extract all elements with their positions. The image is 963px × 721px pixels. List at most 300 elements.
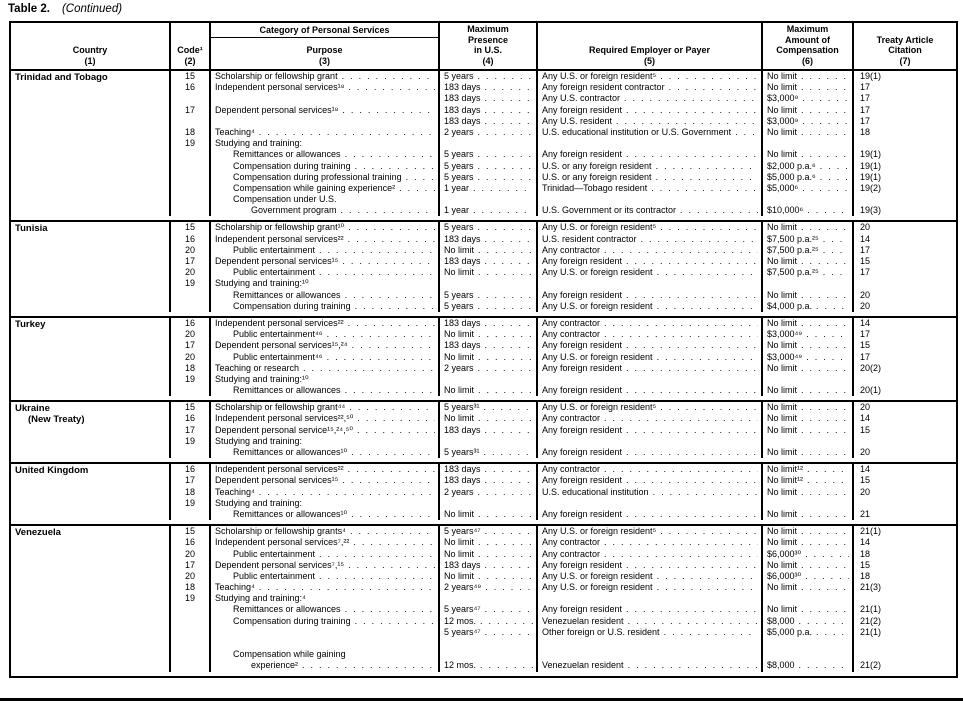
purpose-text: Dependent personal services¹⁵	[215, 475, 339, 486]
citation-cell	[852, 498, 956, 509]
amount-text: No limit	[767, 104, 798, 115]
dot-leader	[341, 604, 435, 615]
purpose-cell	[209, 464, 438, 475]
purpose-cell	[209, 183, 438, 194]
code-cell: 20	[169, 571, 209, 582]
purpose-cell	[209, 172, 438, 183]
presence-cell	[438, 161, 536, 172]
amount-text: $3,000⁴⁹	[767, 329, 803, 340]
dot-leader	[298, 660, 435, 671]
amount-cell	[761, 526, 852, 537]
code-cell	[169, 161, 209, 172]
presence-text: 183 days	[444, 340, 481, 351]
presence-cell	[438, 329, 536, 340]
dot-leader	[395, 183, 435, 194]
amount-text: $5,000⁶	[767, 182, 799, 193]
payer-cell	[536, 436, 761, 447]
purpose-text: Compensation while gaining	[233, 649, 346, 660]
presence-text: 2 years	[444, 362, 474, 373]
amount-cell	[761, 161, 852, 172]
payer-cell	[536, 363, 761, 374]
column-number: (4)	[482, 55, 494, 66]
dot-leader	[797, 105, 849, 116]
amount-text: No limit	[767, 362, 798, 373]
dot-leader	[341, 385, 435, 396]
dot-leader	[819, 234, 849, 245]
presence-text: No limit	[444, 329, 475, 340]
amount-text: No limit	[767, 486, 798, 497]
payer-cell	[536, 116, 761, 127]
amount-cell	[761, 318, 852, 329]
code-cell: 18	[169, 487, 209, 498]
dot-leader	[323, 352, 435, 363]
code-cell: 17	[169, 560, 209, 571]
dot-leader	[656, 526, 758, 537]
presence-text: 183 days	[444, 82, 481, 93]
citation-cell: 20	[852, 487, 956, 498]
payer-text: Any U.S. resident	[542, 115, 613, 126]
amount-cell	[761, 138, 852, 149]
purpose-cell	[209, 447, 438, 458]
purpose-cell	[209, 234, 438, 245]
amount-cell	[761, 172, 852, 183]
dot-leader	[480, 447, 533, 458]
dot-leader	[481, 105, 533, 116]
purpose-text: Studying and training:	[215, 497, 303, 508]
dot-leader	[795, 616, 849, 627]
presence-cell	[438, 105, 536, 116]
header-line: Maximum	[786, 24, 829, 34]
dot-leader	[353, 425, 435, 436]
citation-cell: 15	[852, 340, 956, 351]
purpose-header-label	[211, 38, 438, 69]
amount-text: $3,000⁹	[767, 93, 799, 104]
purpose-text: Dependent personal services¹⁸	[215, 104, 339, 115]
dot-leader	[653, 352, 758, 363]
code-cell	[169, 616, 209, 627]
code-cell: 19	[169, 593, 209, 604]
dot-leader	[797, 71, 849, 82]
dot-leader	[797, 318, 849, 329]
country-name-line1: Tunisia	[15, 223, 48, 235]
amount-text: No limit¹²	[767, 464, 803, 475]
amount-cell	[761, 627, 852, 638]
amount-text: $5,000 p.a.⁶	[767, 171, 816, 182]
amount-cell	[761, 616, 852, 627]
dot-leader	[600, 537, 758, 548]
header-line: Treaty Article	[876, 34, 934, 45]
amount-cell	[761, 436, 852, 447]
code-cell	[169, 149, 209, 160]
amount-text: No limit	[767, 559, 798, 570]
payer-cell	[536, 194, 761, 205]
country-rows	[169, 318, 956, 396]
citation-cell: 14	[852, 234, 956, 245]
dot-leader	[481, 93, 533, 104]
presence-text: No limit	[444, 548, 475, 559]
country-rows	[169, 526, 956, 671]
citation-cell	[852, 374, 956, 385]
amount-cell	[761, 183, 852, 194]
payer-cell	[536, 71, 761, 82]
dot-leader	[347, 509, 435, 520]
amount-text: $4,000 p.a.	[767, 300, 813, 311]
amount-cell	[761, 464, 852, 475]
country-rows	[169, 402, 956, 458]
dot-leader	[344, 560, 435, 571]
purpose-text: Teaching or research	[215, 362, 300, 373]
payer-cell	[536, 526, 761, 537]
bottom-rule	[0, 698, 963, 701]
payer-text: U.S. or any foreign resident	[542, 171, 652, 182]
purpose-text: Remittances or allowances	[233, 289, 341, 300]
code-cell	[169, 604, 209, 615]
payer-cell	[536, 267, 761, 278]
purpose-cell	[209, 267, 438, 278]
payer-cell	[536, 604, 761, 615]
dot-leader	[802, 352, 849, 363]
country-name-line1: Trinidad and Tobago	[15, 72, 108, 83]
citation-cell: 19(3)	[852, 205, 956, 216]
purpose-cell	[209, 105, 438, 116]
payer-text: Any U.S. or foreign resident	[542, 300, 653, 311]
purpose-text: Studying and training:	[215, 435, 303, 446]
amount-text: No limit	[767, 126, 798, 137]
purpose-cell	[209, 498, 438, 509]
purpose-cell	[209, 82, 438, 93]
purpose-text: Independent personal services²²,⁵⁰	[215, 413, 354, 424]
purpose-text: Independent personal services²²	[215, 233, 344, 244]
header-line: Country	[72, 45, 108, 55]
country-rows	[169, 71, 956, 216]
dot-leader	[798, 116, 849, 127]
presence-cell	[438, 638, 536, 649]
presence-cell	[438, 82, 536, 93]
dot-leader	[656, 71, 758, 82]
dot-leader	[481, 425, 533, 436]
amount-cell	[761, 604, 852, 615]
dot-leader	[622, 560, 758, 571]
presence-cell	[438, 413, 536, 424]
header-line: Citation	[888, 45, 922, 55]
treaty-exemption-table	[9, 21, 958, 678]
presence-text: 12 mos.	[444, 615, 477, 626]
code-cell: 16	[169, 234, 209, 245]
dot-leader	[798, 183, 849, 194]
dot-leader	[647, 183, 758, 194]
citation-cell: 20	[852, 447, 956, 458]
dot-leader	[812, 301, 849, 312]
amount-cell	[761, 571, 852, 582]
dot-leader	[481, 116, 533, 127]
dot-leader	[797, 413, 849, 424]
dot-leader	[600, 245, 758, 256]
dot-leader	[797, 604, 849, 615]
citation-cell: 21(2)	[852, 660, 956, 671]
code-cell	[169, 627, 209, 638]
citation-cell: 18	[852, 127, 956, 138]
dot-leader	[481, 582, 533, 593]
presence-cell	[438, 402, 536, 413]
citation-cell: 15	[852, 425, 956, 436]
dot-leader	[803, 475, 849, 486]
purpose-cell	[209, 413, 438, 424]
code-cell: 16	[169, 413, 209, 424]
amount-cell	[761, 256, 852, 267]
purpose-cell	[209, 560, 438, 571]
dot-leader	[474, 329, 533, 340]
dot-leader	[337, 205, 435, 216]
purpose-cell	[209, 537, 438, 548]
purpose-text: Studying and training:¹⁰	[215, 278, 309, 289]
amount-cell	[761, 549, 852, 560]
dot-leader	[660, 627, 758, 638]
dot-leader	[338, 105, 435, 116]
purpose-text: Independent personal services²²	[215, 317, 344, 328]
dot-leader	[731, 127, 758, 138]
dot-leader	[474, 509, 533, 520]
amount-cell	[761, 301, 852, 312]
citation-cell	[852, 638, 956, 649]
payer-text: Any U.S. or foreign resident⁵	[542, 71, 657, 81]
header-line: Required Employer or Payer	[588, 45, 711, 55]
presence-cell	[438, 498, 536, 509]
amount-text: No limit	[767, 256, 798, 266]
dot-leader	[819, 267, 849, 278]
payer-cell	[536, 593, 761, 604]
amount-text: $10,000⁶	[767, 205, 804, 216]
citation-cell: 21(2)	[852, 616, 956, 627]
dot-leader	[620, 93, 758, 104]
payer-cell	[536, 537, 761, 548]
purpose-cell	[209, 363, 438, 374]
dot-leader	[797, 487, 849, 498]
amount-text: No limit	[767, 413, 798, 424]
presence-cell	[438, 526, 536, 537]
amount-text: $6,000³⁰	[767, 570, 802, 581]
dot-leader	[801, 549, 849, 560]
purpose-cell	[209, 93, 438, 104]
dot-leader	[797, 526, 849, 537]
citation-cell: 14	[852, 537, 956, 548]
payer-cell	[536, 149, 761, 160]
dot-leader	[797, 290, 849, 301]
citation-cell	[852, 138, 956, 149]
amount-cell	[761, 127, 852, 138]
amount-cell	[761, 447, 852, 458]
country-block	[11, 462, 956, 524]
payer-text: Any U.S. or foreign resident	[542, 582, 653, 593]
citation-cell: 15	[852, 475, 956, 486]
amount-cell	[761, 205, 852, 216]
purpose-cell	[209, 127, 438, 138]
payer-text: Any foreign resident	[542, 289, 623, 300]
dot-leader	[481, 560, 533, 571]
purpose-cell	[209, 329, 438, 340]
purpose-cell	[209, 649, 438, 660]
citation-cell: 17	[852, 105, 956, 116]
dot-leader	[338, 71, 435, 82]
code-cell: 15	[169, 71, 209, 82]
dot-leader	[315, 267, 435, 278]
presence-cell	[438, 183, 536, 194]
citation-cell: 20	[852, 222, 956, 233]
dot-leader	[481, 475, 533, 486]
amount-text: No limit	[767, 526, 798, 537]
amount-cell	[761, 194, 852, 205]
citation-cell: 19(1)	[852, 172, 956, 183]
presence-cell	[438, 627, 536, 638]
purpose-cell	[209, 256, 438, 267]
code-cell: 15	[169, 222, 209, 233]
dot-leader	[474, 549, 533, 560]
presence-text: 183 days	[444, 424, 481, 435]
dot-leader	[652, 172, 758, 183]
citation-cell: 20(2)	[852, 363, 956, 374]
purpose-cell	[209, 340, 438, 351]
dot-leader	[656, 402, 758, 413]
presence-text: No limit	[444, 413, 475, 424]
payer-cell	[536, 127, 761, 138]
amount-cell	[761, 234, 852, 245]
payer-text: Any foreign resident	[542, 447, 623, 457]
dot-leader	[819, 245, 849, 256]
dot-leader	[600, 413, 758, 424]
payer-cell	[536, 649, 761, 660]
payer-cell	[536, 475, 761, 486]
presence-cell	[438, 234, 536, 245]
presence-cell	[438, 616, 536, 627]
dot-leader	[622, 290, 758, 301]
payer-cell	[536, 425, 761, 436]
payer-text: Trinidad—Tobago resident	[542, 182, 648, 193]
dot-leader	[600, 318, 758, 329]
purpose-text: Compensation under U.S.	[233, 194, 337, 205]
payer-cell	[536, 234, 761, 245]
presence-cell	[438, 149, 536, 160]
dot-leader	[474, 537, 533, 548]
purpose-text: Remittances or allowances¹⁰	[233, 508, 348, 519]
code-cell	[169, 116, 209, 127]
citation-cell	[852, 436, 956, 447]
dot-leader	[812, 627, 849, 638]
country-name-line1: United Kingdom	[15, 465, 89, 477]
code-cell: 15	[169, 402, 209, 413]
dot-leader	[348, 340, 435, 351]
dot-leader	[346, 526, 435, 537]
amount-text: $2,000 p.a.⁶	[767, 160, 816, 171]
amount-cell	[761, 290, 852, 301]
payer-text: Any contractor	[542, 317, 601, 328]
purpose-text: Teaching⁴	[215, 486, 255, 497]
purpose-cell	[209, 318, 438, 329]
header-line: Maximum	[467, 24, 509, 34]
dot-leader	[476, 616, 533, 627]
dot-leader	[481, 340, 533, 351]
presence-cell	[438, 447, 536, 458]
presence-cell	[438, 509, 536, 520]
presence-cell	[438, 116, 536, 127]
payer-cell	[536, 582, 761, 593]
citation-cell: 14	[852, 318, 956, 329]
dot-leader	[624, 616, 758, 627]
amount-text: No limit	[767, 402, 798, 413]
purpose-cell	[209, 138, 438, 149]
amount-cell	[761, 413, 852, 424]
dot-leader	[637, 234, 758, 245]
dot-leader	[653, 267, 758, 278]
presence-cell	[438, 256, 536, 267]
amount-text: $7,500 p.a.²⁵	[767, 233, 819, 244]
dot-leader	[474, 301, 533, 312]
payer-text: Any U.S. contractor	[542, 93, 621, 104]
code-cell: 16	[169, 82, 209, 93]
amount-cell	[761, 363, 852, 374]
dot-leader	[600, 464, 758, 475]
purpose-cell	[209, 402, 438, 413]
dot-leader	[622, 604, 758, 615]
dot-leader	[474, 267, 533, 278]
column-number: (1)	[84, 55, 96, 66]
amount-cell	[761, 82, 852, 93]
purpose-cell	[209, 616, 438, 627]
code-cell: 17	[169, 475, 209, 486]
header-line: Presence	[467, 34, 509, 45]
country-name	[11, 526, 169, 671]
payer-cell	[536, 616, 761, 627]
code-cell	[169, 447, 209, 458]
payer-text: Any foreign resident	[542, 385, 623, 396]
amount-text: No limit	[767, 604, 798, 615]
dot-leader	[347, 447, 435, 458]
payer-text: Any contractor	[542, 464, 601, 475]
dot-leader	[600, 549, 758, 560]
payer-cell	[536, 627, 761, 638]
code-cell: 16	[169, 318, 209, 329]
purpose-text: Public entertainment	[233, 244, 316, 255]
amount-text: No limit	[767, 71, 798, 81]
purpose-text: Compensation during training	[233, 615, 351, 626]
purpose-cell	[209, 116, 438, 127]
column-header-max-presence	[438, 23, 536, 69]
amount-cell	[761, 340, 852, 351]
presence-cell	[438, 194, 536, 205]
dot-leader	[351, 161, 435, 172]
payer-text: Any U.S. or foreign resident	[542, 570, 653, 581]
payer-cell	[536, 222, 761, 233]
amount-text: No limit	[767, 447, 798, 457]
dot-leader	[474, 487, 533, 498]
payer-text: U.S. educational institution	[542, 486, 649, 497]
purpose-text: Public entertainment	[233, 267, 316, 278]
code-cell: 16	[169, 464, 209, 475]
code-cell	[169, 290, 209, 301]
dot-leader	[622, 475, 758, 486]
dot-leader	[474, 290, 533, 301]
payer-text: Any foreign resident	[542, 149, 623, 160]
dot-leader	[622, 385, 758, 396]
presence-cell	[438, 205, 536, 216]
amount-cell	[761, 278, 852, 289]
dot-leader	[797, 363, 849, 374]
payer-text: Any contractor	[542, 244, 601, 255]
amount-cell	[761, 487, 852, 498]
code-cell	[169, 194, 209, 205]
citation-cell: 20	[852, 301, 956, 312]
amount-cell	[761, 649, 852, 660]
dot-leader	[476, 660, 533, 671]
payer-text: U.S. Government or its contractor	[542, 205, 677, 216]
